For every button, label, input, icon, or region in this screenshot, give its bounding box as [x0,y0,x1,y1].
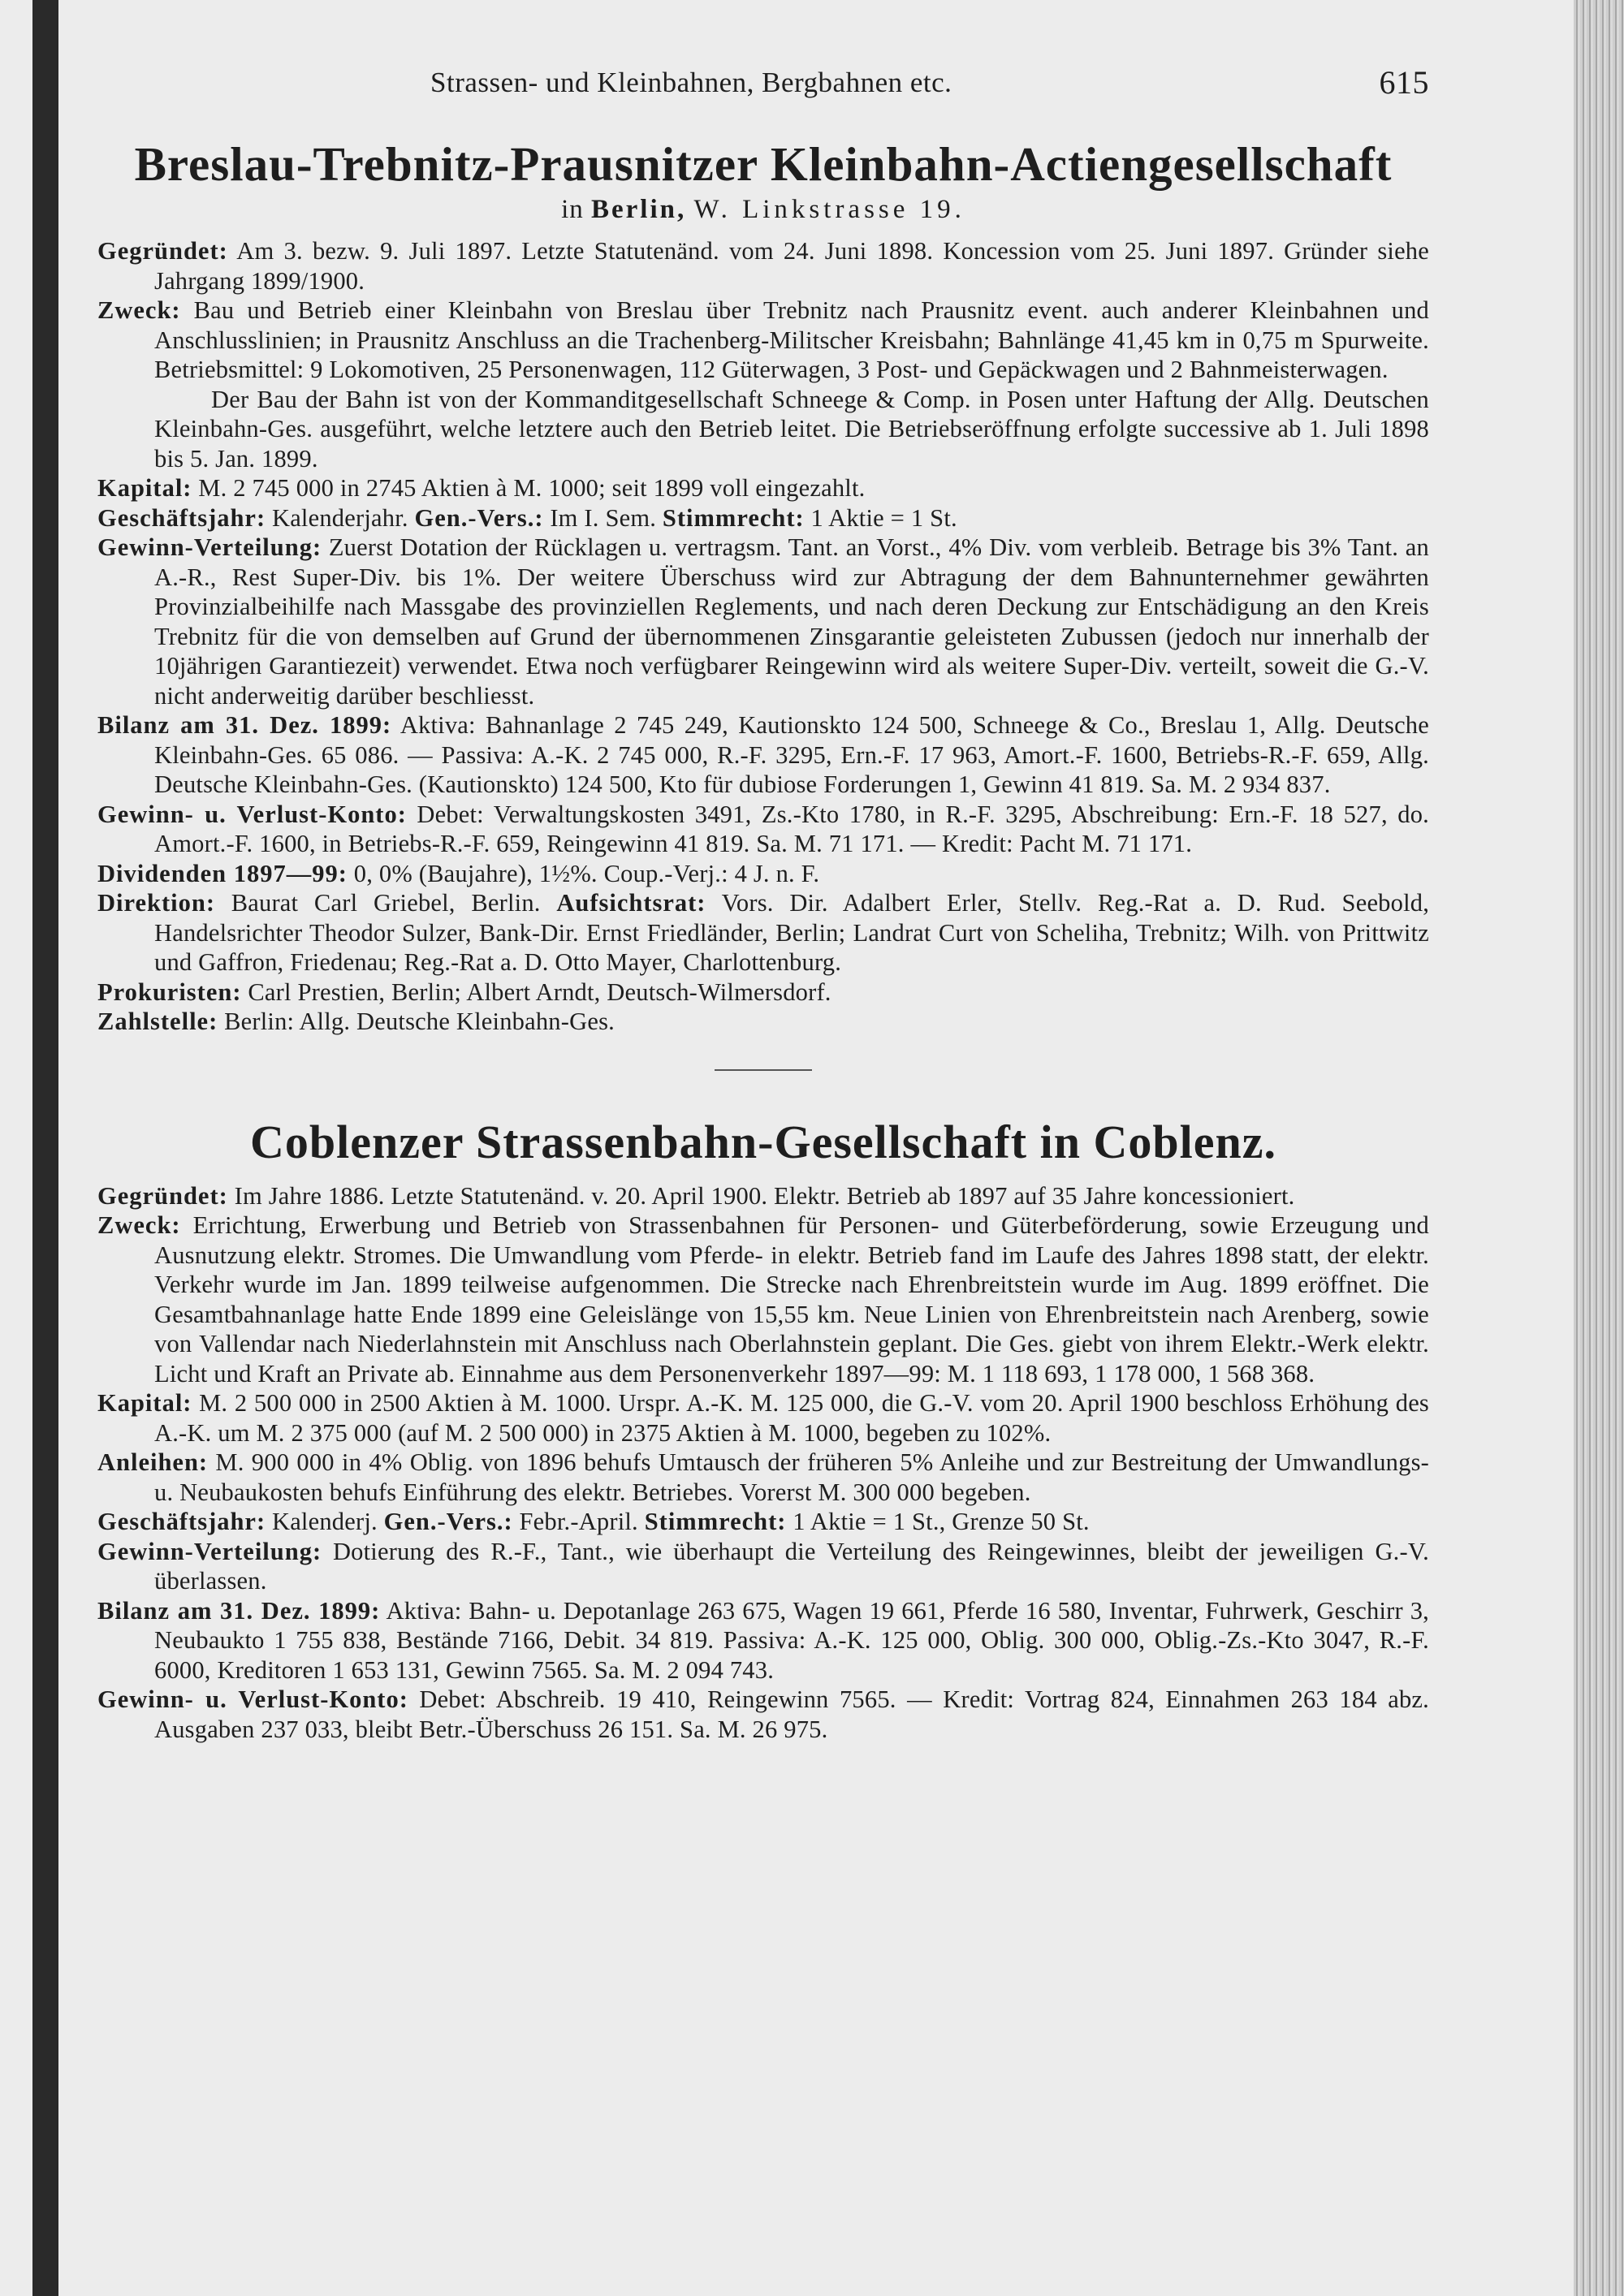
company-title: Breslau-Trebnitz-Prausnitzer Kleinbahn-Actiengesellschaft [134,137,1393,191]
seat-prefix: in [561,195,584,224]
entry-label: Geschäftsjahr: [97,1508,266,1535]
entry-gegruendet [97,1181,1429,1211]
entry-gewinn-verteilung [97,533,1429,710]
entry-geschaeftsjahr [97,503,1429,533]
entry-label: Gewinn- u. Verlust-Konto: [97,800,407,828]
entry-text: Im Jahre 1886. Letzte Statutenänd. v. 20. April 1900. Elektr. Betrieb ab 1897 auf 35 Jahre koncessioniert. [234,1181,1295,1210]
entry-direktion [97,888,1429,978]
entry-text-gen-vers: Im I. Sem. [550,503,657,532]
entry-label: Gewinn-Verteilung: [97,533,322,561]
entry-label-stimmrecht: Stimmrecht: [662,503,805,532]
entry-label: Dividenden 1897—99: [97,859,348,887]
entry-zahlstelle [97,1007,1429,1037]
entry-label: Anleihen: [97,1448,209,1476]
entry-text: 0, 0% (Baujahre), 1½%. Coup.-Verj.: 4 J. n. F. [353,859,820,887]
entry-text: Errichtung, Erwerbung und Betrieb von Strassenbahnen für Personen- und Güterbeförderung, sowie Erzeugung und Ausnutzung elektr. Stromes. Die Umwandlung vom Pferde- in elektr. Betrieb fand im Laufe des Jahres 1898 statt, der elektr. Verkehr wurde im Jan. 1899 teilweise aufgenommen. Die Strecke nach Ehrenbreitstein wurde im Aug. 1899 eröffnet. Die Gesamtbahnanlage hatte Ende 1899 eine Geleislänge von 15,55 km. Neue Linien von Ehrenbreitstein nach Arenberg, sowie von Vallendar nach Niederlahnstein mit Anschluss nach Oberlahnstein geplant. Die Ges. giebt von ihrem Elektr.-Werk elektr. Licht und Kraft an Private ab. Einnahme aus dem Personenverkehr 1897—99: M. 1 118 693, 1 178 000, 1 568 368. [154,1211,1429,1388]
entry-label: Bilanz am 31. Dez. 1899: [97,711,392,739]
entry-label: Direktion: [97,889,215,917]
entry-zweck [97,296,1429,385]
entry-kapital [97,473,1429,503]
entry-label: Zahlstelle: [97,1008,218,1035]
entry-label-gen-vers: Gen.-Vers.: [414,503,544,532]
entry-text: M. 900 000 in 4% Oblig. von 1896 behufs Umtausch der früheren 5% Anleihe und zur Bestreitung der Umwandlungs- u. Neubaukosten behufs Einführung des elektr. Betriebes. Vorerst M. 300 000 begeben. [154,1448,1429,1506]
running-head-title: Strassen- und Kleinbahnen, Bergbahnen etc. [430,67,952,98]
running-head [97,58,1429,107]
entry-label: Kapital: [97,1389,192,1417]
entry-anleihen [97,1448,1429,1507]
page-stack-edge [1574,0,1624,2296]
entry-bilanz [97,1596,1429,1685]
entry-text: Kalenderjahr. [271,503,408,532]
entry-gewinn-verteilung [97,1537,1429,1596]
entry-text-aufsichtsrat: Vors. Dir. Adalbert Erler, Stellv. Reg.-Rat a. D. Rud. Seebold, Handelsrichter Theodor Sulzer, Bank-Dir. Ernst Friedländer, Berlin; Landrat Curt von Scheliha, Trebnitz; Wilh. von Prittwitz und Gaffron, Friedenau; Reg.-Rat a. D. Otto Mayer, Charlottenburg. [154,889,1430,976]
entry-label: Geschäftsjahr: [97,503,266,532]
entry-prokuristen [97,978,1429,1008]
entry-text: Aktiva: Bahnanlage 2 745 249, Kautionskto 124 500, Schneege & Co., Breslau 1, Allg. Deutsche Kleinbahn-Ges. 65 086. — Passiva: A.-K. 2 745 000, R.-F. 3295, Ern.-F. 17 963, Amort.-F. 1600, Betriebs-R.-F. 659, Allg. Deutsche Kleinbahn-Ges. (Kautionskto) 124 500, Kto für dubiose Forderungen 1, Gewinn 41 819. Sa. M. 2 934 837. [154,711,1429,798]
entry-label: Gegründet: [97,1181,228,1210]
entry-gewinn-verlust-konto [97,800,1429,859]
entry-dividenden [97,859,1429,889]
entry-label-stimmrecht: Stimmrecht: [644,1508,787,1535]
entry-text: Berlin: Allg. Deutsche Kleinbahn-Ges. [224,1008,615,1035]
entry-bau-paragraph [97,385,1429,474]
entry-text-stimmrecht: 1 Aktie = 1 St., Grenze 50 St. [793,1508,1090,1535]
entry-text-gen-vers: Febr.-April. [519,1508,638,1535]
entry-text: Der Bau der Bahn ist von der Kommanditgesellschaft Schneege & Comp. in Posen unter Haftung der Allg. Deutschen Kleinbahn-Ges. ausgeführt, welche letztere auch den Betrieb leitet. Die Betriebseröffnung erfolgte successive ab 1. Juli 1898 bis 5. Jan. 1899. [154,385,1429,473]
company-section-coblenz [97,1113,1429,1745]
company-section-breslau [97,135,1429,1037]
entry-label: Prokuristen: [97,978,242,1006]
entry-text: Bau und Betrieb einer Kleinbahn von Breslau über Trebnitz nach Prausnitz event. auch anderer Kleinbahnen und Anschlusslinien; in Prausnitz Anschluss an die Trachenberg-Militscher Kreisbahn; Bahnlänge 41,45 km in 0,75 m Spurweite. Betriebsmittel: 9 Lokomotiven, 25 Personenwagen, 112 Güterwagen, 3 Post- und Gepäckwagen und 2 Bahnmeisterwagen. [154,296,1430,383]
entry-gewinn-verlust-konto [97,1685,1429,1744]
entry-label: Gegründet: [97,237,228,265]
book-spine-edge [32,0,58,2296]
entry-zweck [97,1211,1429,1388]
entry-label: Gewinn- u. Verlust-Konto: [97,1685,408,1713]
entry-text: Dotierung des R.-F., Tant., wie überhaupt die Verteilung des Reingewinnes, bleibt der jeweiligen G.-V. überlassen. [154,1537,1429,1595]
seat-address: W. Linkstrasse 19. [693,195,965,224]
entry-label: Zweck: [97,1211,181,1239]
entry-label: Gewinn-Verteilung: [97,1537,322,1565]
entry-gegruendet [97,236,1429,296]
entry-text: Zuerst Dotation der Rücklagen u. vertragsm. Tant. an Vorst., 4% Div. vom verbleib. Betrage bis 3% Tant. an A.-R., Rest Super-Div. bis 1%. Der weitere Überschuss wird zur Abtragung der dem Bahnunternehmer gewährten Provinzialbeihilfe nach Massgabe des provinziellen Reglements, und nach deren Deckung zur Entschädigung an den Kreis Trebnitz für die von demselben auf Grund der übernommenen Zinsgarantie geleisteten Zubussen (jedoch nur innerhalb der 10jährigen Garantiezeit) verwendet. Etwa noch verfügbarer Reingewinn wird als weitere Super-Div. verteilt, soweit die G.-V. nicht anderweitig darüber beschliesst. [154,533,1429,710]
entry-label: Bilanz am 31. Dez. 1899: [97,1596,381,1625]
entry-kapital [97,1388,1429,1448]
entry-text: Kalenderj. [271,1508,378,1535]
entry-text: Carl Prestien, Berlin; Albert Arndt, Deutsch-Wilmersdorf. [248,978,831,1006]
entry-geschaeftsjahr [97,1507,1429,1537]
company-seat [97,195,1429,225]
entry-text: Baurat Carl Griebel, Berlin. [231,889,541,917]
entry-text: Am 3. bezw. 9. Juli 1897. Letzte Statutenänd. vom 24. Juni 1898. Koncession vom 25. Juni 1897. Gründer siehe Jahrgang 1899/1900. [154,237,1429,295]
entry-text-stimmrecht: 1 Aktie = 1 St. [810,503,957,532]
entry-text: Debet: Verwaltungskosten 3491, Zs.-Kto 1780, in R.-F. 3295, Abschreibung: Ern.-F. 18 527, do. Amort.-F. 1600, in Betriebs-R.-F. 659, Reingewinn 41 819. Sa. M. 71 171. — Kredit: Pacht M. 71 171. [154,800,1429,857]
entry-label-aufsichtsrat: Aufsichtsrat: [556,889,706,917]
entry-bilanz [97,710,1429,800]
entry-text: Debet: Abschreib. 19 410, Reingewinn 7565. — Kredit: Vortrag 824, Einnahmen 263 184 abz. Ausgaben 237 033, bleibt Betr.-Überschuss 26 151. Sa. M. 26 975. [154,1685,1429,1743]
section-divider [715,1069,812,1071]
company-title: Coblenzer Strassenbahn-Gesellschaft in Coblenz. [250,1115,1276,1168]
entry-label: Kapital: [97,474,192,502]
seat-city: Berlin, [590,195,687,224]
entry-text: M. 2 500 000 in 2500 Aktien à M. 1000. Urspr. A.-K. M. 125 000, die G.-V. vom 20. April 1900 beschloss Erhöhung des A.-K. um M. 2 375 000 (auf M. 2 500 000) in 2375 Aktien à M. 1000, begeben zu 102%. [154,1389,1429,1447]
document-page [97,58,1429,1744]
page-number: 615 [1379,64,1429,101]
entry-label: Zweck: [97,296,181,324]
entry-text: Aktiva: Bahn- u. Depotanlage 263 675, Wagen 19 661, Pferde 16 580, Inventar, Fuhrwerk, Geschirr 3, Neubaukto 1 755 838, Bestände 7166, Debit. 34 819. Passiva: A.-K. 125 000, Oblig. 300 000, Oblig.-Zs.-Kto 3047, R.-F. 6000, Kreditoren 1 653 131, Gewinn 7565. Sa. M. 2 094 743. [154,1596,1429,1684]
entry-label-gen-vers: Gen.-Vers.: [383,1508,513,1535]
entry-text: M. 2 745 000 in 2745 Aktien à M. 1000; seit 1899 voll eingezahlt. [198,474,866,502]
